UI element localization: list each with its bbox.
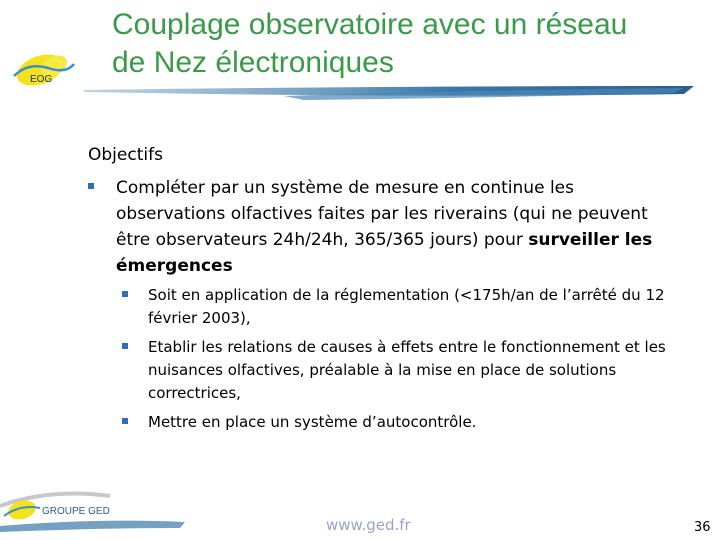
slide-title: Couplage observatoire avec un réseau de Nez électroniques xyxy=(112,8,628,79)
eog-logo xyxy=(8,48,78,96)
list-item-text: Compléter par un système de mesure en continue les observations olfactives faites par les riverains (qui ne peuvent être observateurs 24h/24h, 365/365 jours) pour surveiller les émergences xyxy=(116,178,653,276)
sub-list-item-text: Etablir les relations de causes à effets entre le fonctionnement et les nuisances olfactives, préalable à la mise en place de solutions correctrices, xyxy=(148,338,666,402)
bullet-square-icon xyxy=(122,291,128,297)
section-heading: Objectifs xyxy=(88,145,163,165)
sub-list-item-text: Mettre en place un système d’autocontrôle. xyxy=(148,413,477,431)
groupe-ged-logo xyxy=(0,488,190,538)
svg-text:EOG: EOG xyxy=(30,74,53,85)
sub-list-item-text: Soit en application de la réglementation (<175h/an de l’arrêté du 12 février 2003), xyxy=(148,286,665,327)
sub-list-item xyxy=(122,284,682,330)
list-item-main xyxy=(88,175,688,279)
page-number: 36 xyxy=(694,520,711,535)
bullet-square-icon xyxy=(122,418,128,424)
bullet-square-icon xyxy=(88,183,94,189)
sub-list-item xyxy=(122,411,682,434)
emphasis-text: surveiller les émergences xyxy=(116,230,653,276)
title-underline-swoosh xyxy=(84,84,694,106)
bullet-square-icon xyxy=(122,343,128,349)
svg-text:GROUPE GED: GROUPE GED xyxy=(42,506,110,517)
sub-list-item xyxy=(122,336,682,405)
footer-website-url: www.ged.fr xyxy=(326,516,411,534)
